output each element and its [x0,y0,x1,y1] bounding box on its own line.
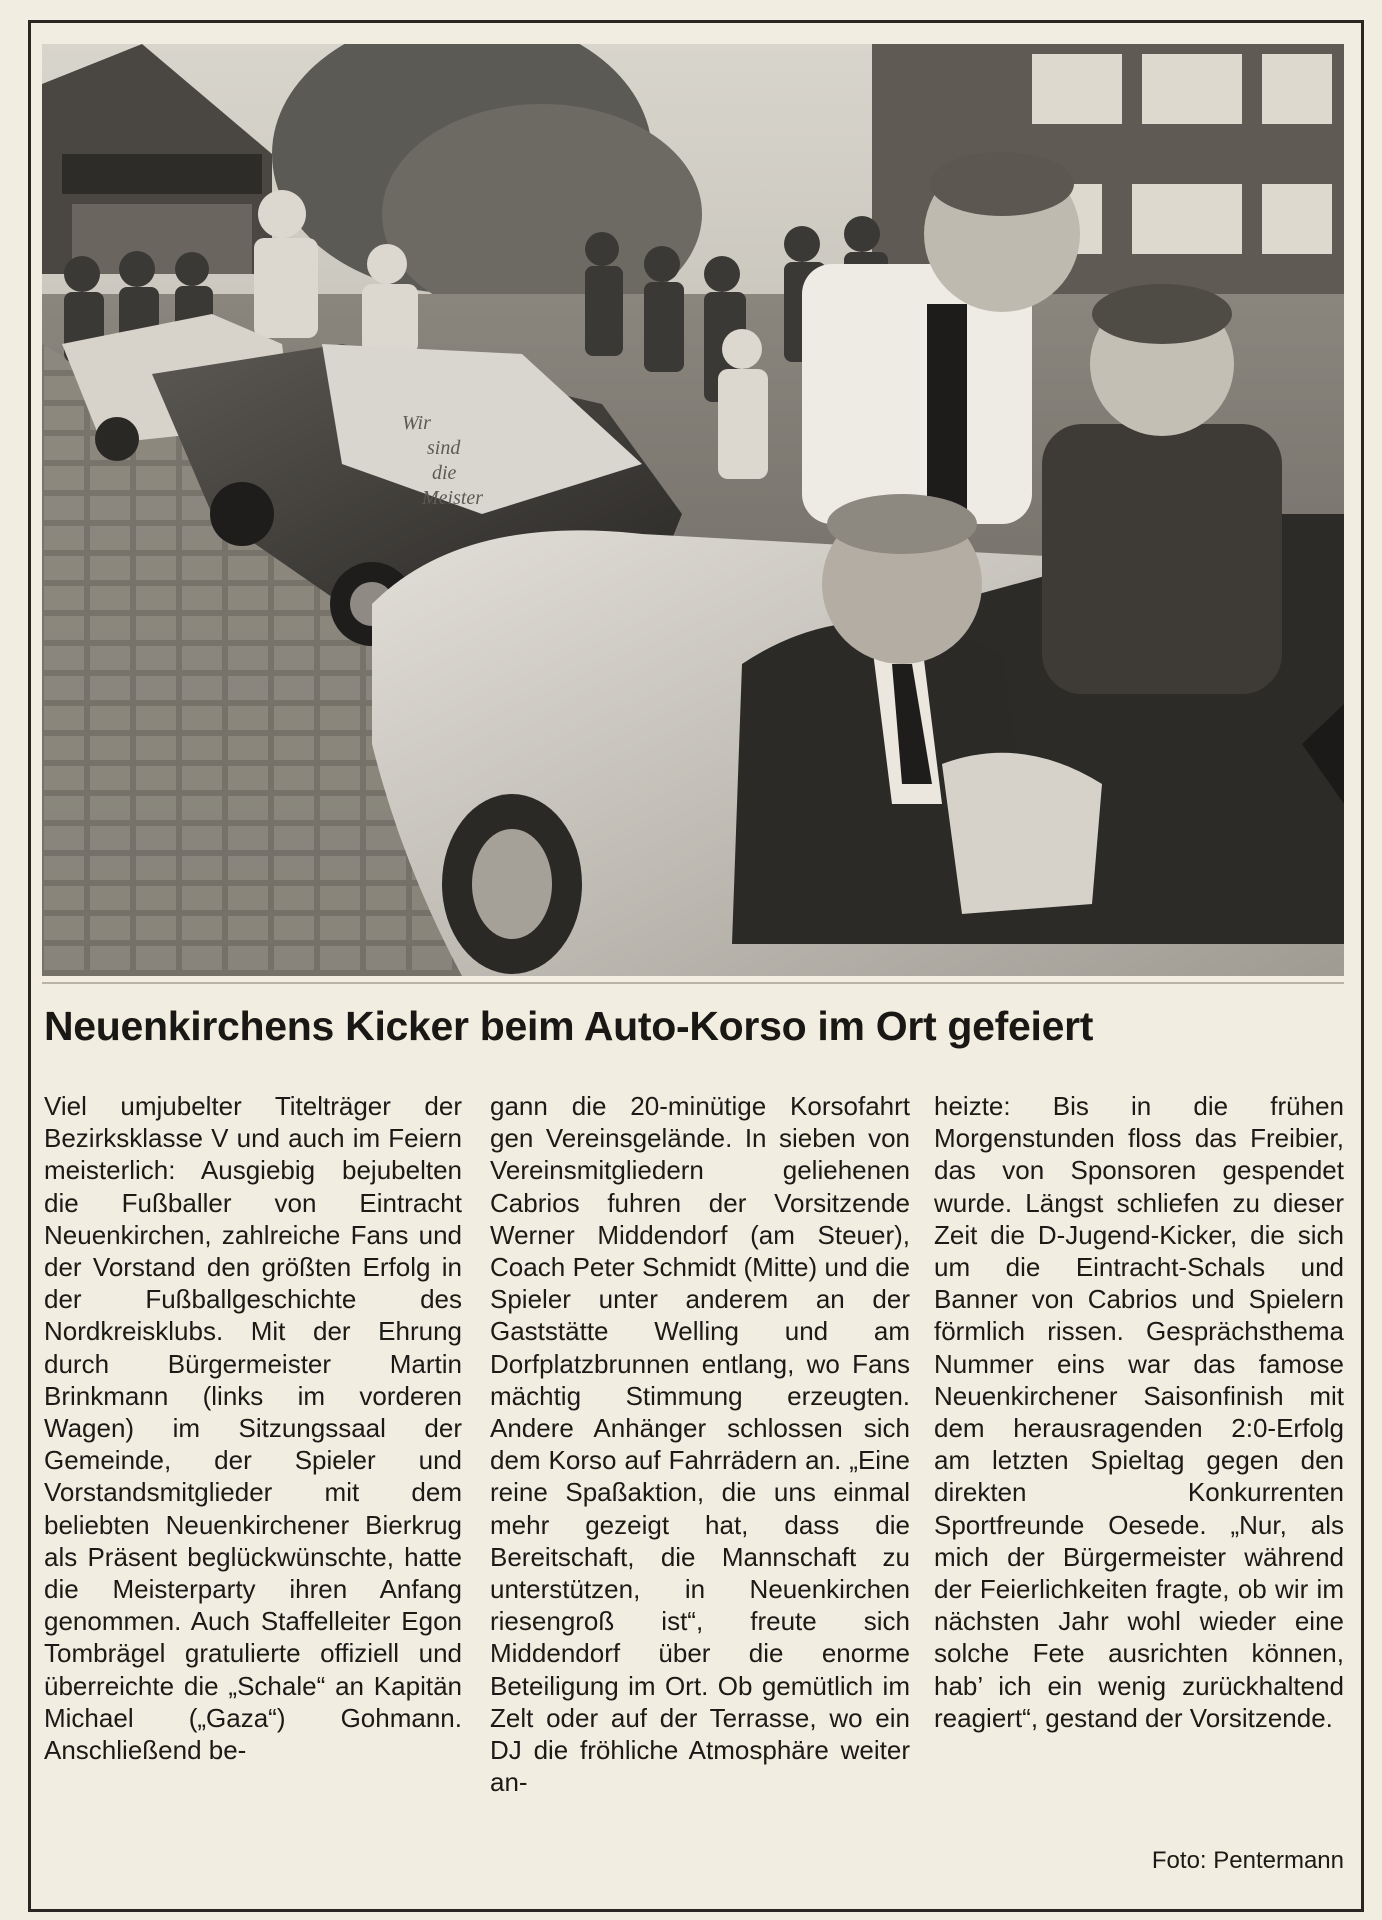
column-3-text: heizte: Bis in die frühen Morgenstunden floss das Freibier, das von Sponsoren gespendet wurde. Längst schliefen zu dieser Zeit die D-Jugend-Kicker, die sich um die Eintracht-Schals und Banner von Cabrios und Spielern förmlich rissen. Gesprächsthema Nummer eins war das famose Neuenkirchener Saisonfinish mit dem herausragenden 2:0-Erfolg am letzten Spieltag gegen den direkten Konkurrenten Sportfreunde Oesede. „Nur, als mich der Bürgermeister während der Feierlichkeiten fragte, ob wir im nächsten Jahr wohl wieder eine solche Fete ausrichten können, hab’ ich ein wenig zurückhaltend reagiert“, gestand der Vorsitzende. [934,1091,1344,1733]
article-column-1 [44,1090,462,1880]
bonnet-writing-2: sind [427,437,461,459]
bonnet-writing-4: Meister [422,487,484,509]
photo-credit: Foto: Pentermann [1151,1847,1344,1874]
column-1-text: Viel umjubelter Titelträger der Bezirksklasse V und auch im Feiern meisterlich: Ausgiebig bejubelten die Fußballer von Eintracht Neuenkirchen, zahlreiche Fans und der Vorstand den größten Erfolg in der Fußballgeschichte des Nordkreisklubs. Mit der Ehrung durch Bürgermeister Martin Brinkmann (links im vorderen Wagen) im Sitzungssaal der Gemeinde, der Spieler und Vorstandsmitglieder mit dem beliebten Neuenkirchener Bierkrug als Präsent beglückwünschte, hatte die Meisterparty ihren Anfang genommen. Auch Staffelleiter Egon Tombrägel gratulierte offiziell und überreichte die „Schale“ an Kapitän Michael („Gaza“) Gohmann. Anschließend be- [44,1091,462,1766]
bonnet-writing-3: die [432,462,457,484]
article-headline: Neuenkirchens Kicker beim Auto-Korso im Ort gefeiert [44,1003,1094,1049]
column-2-text: gann die 20-minütige Korsofahrt gen Vereinsgelände. In sieben von Vereinsmitgliedern geliehenen Cabrios fuhren der Vorsitzende Werner Middendorf (am Steuer), Coach Peter Schmidt (Mitte) und die Spieler unter anderem an der Gaststätte Welling und am Dorfplatzbrunnen entlang, wo Fans mächtig Stimmung erzeugten. Andere Anhänger schlossen sich dem Korso auf Fahrrädern an. „Eine reine Spaßaktion, die uns einmal mehr gezeigt hat, dass die Bereitschaft, die Mannschaft zu unterstützen, in Neuenkirchen riesengroß ist“, freute sich Middendorf über die enorme Beteiligung im Ort. Ob gemütlich im Zelt oder auf der Terrasse, wo ein DJ die fröhliche Atmosphäre weiter an- [490,1091,910,1798]
photo-icon [42,44,1344,976]
article-column-3 [934,1090,1344,1880]
news-photo [42,44,1344,976]
bonnet-writing-1: Wir [402,412,431,434]
photo-divider [42,982,1344,984]
article-column-2 [490,1090,910,1880]
